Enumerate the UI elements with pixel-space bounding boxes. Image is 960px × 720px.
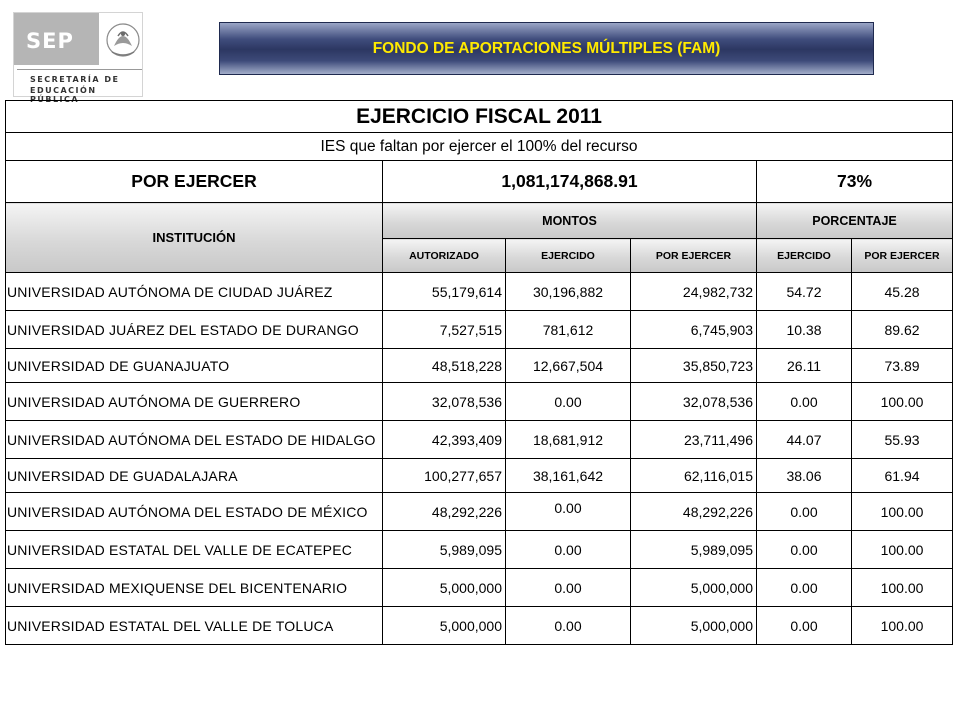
cell-por-ejercer: 23,711,496 — [631, 421, 757, 459]
table-row — [6, 349, 953, 383]
table-subtitle: IES que faltan por ejercer el 100% del recurso — [6, 133, 953, 161]
cell-autorizado: 7,527,515 — [383, 311, 506, 349]
mexican-eagle-emblem-icon — [104, 16, 142, 64]
cell-ejercido: 30,196,882 — [506, 273, 631, 311]
cell-pct-por-ejercer: 100.00 — [852, 383, 953, 421]
cell-autorizado: 5,989,095 — [383, 531, 506, 569]
cell-autorizado: 32,078,536 — [383, 383, 506, 421]
cell-pct-ejercido: 38.06 — [757, 459, 852, 493]
cell-pct-ejercido: 10.38 — [757, 311, 852, 349]
cell-pct-por-ejercer: 73.89 — [852, 349, 953, 383]
cell-institucion: UNIVERSIDAD AUTÓNOMA DEL ESTADO DE HIDALGO — [6, 421, 383, 459]
header-porcentaje: PORCENTAJE — [757, 203, 953, 239]
cell-autorizado: 5,000,000 — [383, 607, 506, 645]
summary-percent: 73% — [757, 161, 953, 203]
cell-autorizado: 55,179,614 — [383, 273, 506, 311]
cell-pct-ejercido: 0.00 — [757, 531, 852, 569]
cell-pct-ejercido: 54.72 — [757, 273, 852, 311]
logo-divider — [17, 69, 142, 70]
header-por-ejercer: POR EJERCER — [631, 239, 757, 273]
cell-pct-ejercido: 0.00 — [757, 607, 852, 645]
cell-ejercido: 18,681,912 — [506, 421, 631, 459]
cell-por-ejercer: 6,745,903 — [631, 311, 757, 349]
table-row — [6, 311, 953, 349]
cell-por-ejercer: 48,292,226 — [631, 493, 757, 531]
cell-pct-ejercido: 44.07 — [757, 421, 852, 459]
logo-subtitle-2: EDUCACIÓN PÚBLICA — [30, 86, 97, 104]
header-autorizado: AUTORIZADO — [383, 239, 506, 273]
cell-autorizado: 48,292,226 — [383, 493, 506, 531]
cell-pct-por-ejercer: 55.93 — [852, 421, 953, 459]
cell-pct-ejercido: 0.00 — [757, 493, 852, 531]
cell-institucion: UNIVERSIDAD JUÁREZ DEL ESTADO DE DURANGO — [6, 311, 383, 349]
cell-ejercido: 0.00 — [506, 383, 631, 421]
cell-pct-por-ejercer: 100.00 — [852, 607, 953, 645]
summary-amount: 1,081,174,868.91 — [383, 161, 757, 203]
cell-pct-por-ejercer: 61.94 — [852, 459, 953, 493]
cell-pct-por-ejercer: 100.00 — [852, 569, 953, 607]
cell-institucion: UNIVERSIDAD ESTATAL DEL VALLE DE TOLUCA — [6, 607, 383, 645]
table-row — [6, 273, 953, 311]
table-row — [6, 421, 953, 459]
cell-ejercido: 0.00 — [506, 569, 631, 607]
table-row — [6, 383, 953, 421]
cell-autorizado: 42,393,409 — [383, 421, 506, 459]
cell-institucion: UNIVERSIDAD AUTÓNOMA DEL ESTADO DE MÉXICO — [6, 493, 383, 531]
header-ejercido: EJERCIDO — [506, 239, 631, 273]
table-row — [6, 569, 953, 607]
cell-por-ejercer: 32,078,536 — [631, 383, 757, 421]
header-pct-por-ejercer: POR EJERCER — [852, 239, 953, 273]
cell-autorizado: 100,277,657 — [383, 459, 506, 493]
cell-pct-ejercido: 26.11 — [757, 349, 852, 383]
sep-logo — [13, 12, 143, 104]
header-montos: MONTOS — [383, 203, 757, 239]
cell-ejercido: 0.00 — [506, 607, 631, 645]
cell-autorizado: 5,000,000 — [383, 569, 506, 607]
logo-sep-text: SEP — [26, 29, 74, 53]
banner-title: FONDO DE APORTACIONES MÚLTIPLES (FAM) — [372, 39, 721, 57]
summary-label: POR EJERCER — [6, 161, 383, 203]
cell-ejercido: 38,161,642 — [506, 459, 631, 493]
title-banner — [219, 22, 874, 75]
cell-institucion: UNIVERSIDAD MEXIQUENSE DEL BICENTENARIO — [6, 569, 383, 607]
logo-subtitle-1: SECRETARÍA DE — [30, 75, 120, 84]
cell-pct-ejercido: 0.00 — [757, 569, 852, 607]
cell-ejercido: 0.00 — [506, 531, 631, 569]
cell-por-ejercer: 24,982,732 — [631, 273, 757, 311]
cell-pct-por-ejercer: 100.00 — [852, 493, 953, 531]
cell-ejercido: 12,667,504 — [506, 349, 631, 383]
table-row — [6, 607, 953, 645]
cell-por-ejercer: 5,000,000 — [631, 569, 757, 607]
header-pct-ejercido: EJERCIDO — [757, 239, 852, 273]
cell-por-ejercer: 35,850,723 — [631, 349, 757, 383]
header-institucion: INSTITUCIÓN — [6, 203, 383, 273]
logo-sep-block — [14, 13, 99, 65]
cell-pct-ejercido: 0.00 — [757, 383, 852, 421]
fam-table — [5, 100, 953, 645]
cell-institucion: UNIVERSIDAD DE GUADALAJARA — [6, 459, 383, 493]
cell-institucion: UNIVERSIDAD AUTÓNOMA DE CIUDAD JUÁREZ — [6, 273, 383, 311]
table-title: EJERCICIO FISCAL 2011 — [6, 101, 953, 133]
cell-institucion: UNIVERSIDAD ESTATAL DEL VALLE DE ECATEPEC — [6, 531, 383, 569]
cell-por-ejercer: 62,116,015 — [631, 459, 757, 493]
table-row — [6, 531, 953, 569]
table-row — [6, 493, 953, 531]
cell-pct-por-ejercer: 89.62 — [852, 311, 953, 349]
cell-pct-por-ejercer: 100.00 — [852, 531, 953, 569]
cell-institucion: UNIVERSIDAD DE GUANAJUATO — [6, 349, 383, 383]
cell-ejercido: 0.00 — [506, 493, 631, 531]
cell-pct-por-ejercer: 45.28 — [852, 273, 953, 311]
cell-institucion: UNIVERSIDAD AUTÓNOMA DE GUERRERO — [6, 383, 383, 421]
cell-por-ejercer: 5,000,000 — [631, 607, 757, 645]
table-row — [6, 459, 953, 493]
cell-ejercido: 781,612 — [506, 311, 631, 349]
cell-autorizado: 48,518,228 — [383, 349, 506, 383]
cell-por-ejercer: 5,989,095 — [631, 531, 757, 569]
